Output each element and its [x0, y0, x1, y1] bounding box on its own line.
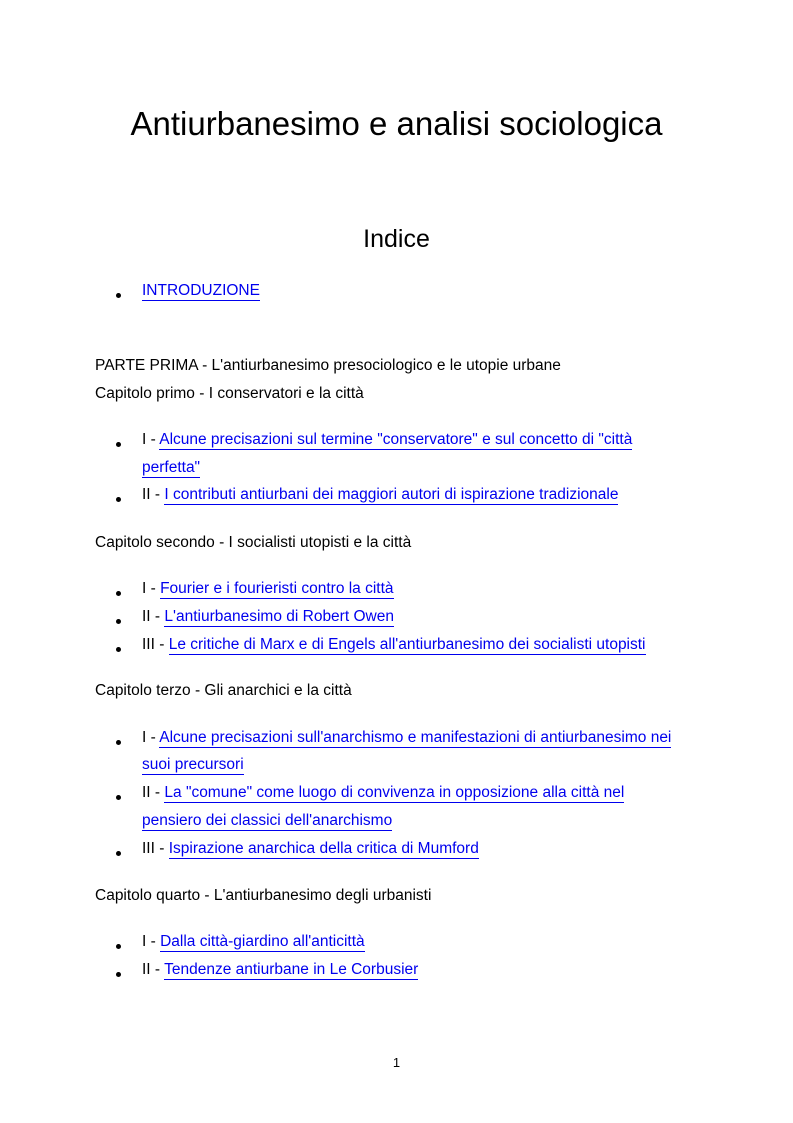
entry-prefix: I -: [142, 933, 161, 950]
toc-entry: [142, 579, 394, 599]
toc-entry: [142, 960, 418, 980]
toc-link[interactable]: Tendenze antiurbane in Le Corbusier: [164, 961, 419, 978]
toc-entry: [142, 783, 624, 803]
toc-entry: [142, 485, 618, 505]
toc-link[interactable]: Alcune precisazioni sull'anarchismo e manifestazioni di antiurbanesimo nei: [159, 729, 672, 746]
toc-link[interactable]: L'antiurbanesimo di Robert Owen: [164, 608, 394, 625]
toc-entry-continued: [142, 811, 392, 831]
toc-entry-continued: [142, 458, 200, 478]
entry-prefix: II -: [142, 961, 165, 978]
toc-link[interactable]: I contributi antiurbani dei maggiori autori di ispirazione tradizionale: [164, 486, 619, 503]
toc-entry: [142, 839, 479, 859]
bullet-icon: [116, 619, 121, 624]
toc-link[interactable]: suoi precursori: [142, 756, 244, 773]
bullet-icon: [116, 442, 121, 447]
part-heading: PARTE PRIMA - L'antiurbanesimo presociologico e le utopie urbane: [95, 357, 561, 374]
bullet-icon: [116, 740, 121, 745]
toc-link[interactable]: perfetta": [142, 459, 201, 476]
toc-entry: [142, 635, 646, 655]
entry-prefix: I -: [142, 431, 160, 448]
bullet-icon: [116, 591, 121, 596]
chapter-heading-2: Capitolo secondo - I socialisti utopisti e la città: [95, 534, 412, 551]
entry-prefix: I -: [142, 729, 160, 746]
toc-entry-continued: [142, 755, 244, 775]
chapter-heading-3: Capitolo terzo - Gli anarchici e la città: [95, 682, 352, 699]
toc-link[interactable]: pensiero dei classici dell'anarchismo: [142, 812, 393, 829]
bullet-icon: [116, 293, 121, 298]
toc-link[interactable]: Fourier e i fourieristi contro la città: [160, 580, 394, 597]
toc-link[interactable]: Alcune precisazioni sul termine "conservatore" e sul concetto di "città: [159, 431, 633, 448]
bullet-icon: [116, 647, 121, 652]
toc-link[interactable]: Le critiche di Marx e di Engels all'antiurbanesimo dei socialisti utopisti: [168, 636, 646, 653]
toc-link[interactable]: Dalla città-giardino all'anticittà: [160, 933, 365, 950]
bullet-icon: [116, 497, 121, 502]
toc-entry: [142, 728, 671, 748]
toc-entry-introduzione: [142, 281, 260, 301]
page-number: 1: [392, 1055, 401, 1070]
toc-link[interactable]: La "comune" come luogo di convivenza in opposizione alla città nel: [164, 784, 625, 801]
chapter-heading-1: Capitolo primo - I conservatori e la città: [95, 385, 364, 402]
entry-prefix: II -: [142, 784, 165, 801]
bullet-icon: [116, 944, 121, 949]
bullet-icon: [116, 795, 121, 800]
entry-prefix: III -: [142, 840, 169, 857]
toc-link[interactable]: Ispirazione anarchica della critica di Mumford: [168, 840, 479, 857]
entry-prefix: III -: [142, 636, 169, 653]
bullet-icon: [116, 851, 121, 856]
entry-prefix: I -: [142, 580, 161, 597]
chapter-heading-4: Capitolo quarto - L'antiurbanesimo degli urbanisti: [95, 887, 432, 904]
document-title: Antiurbanesimo e analisi sociologica: [130, 105, 663, 142]
bullet-icon: [116, 972, 121, 977]
index-heading: Indice: [363, 225, 430, 253]
entry-prefix: II -: [142, 608, 165, 625]
toc-entry: [142, 430, 632, 450]
toc-entry: [142, 932, 365, 952]
link-introduzione[interactable]: INTRODUZIONE: [142, 282, 260, 299]
entry-prefix: II -: [142, 486, 165, 503]
toc-entry: [142, 607, 394, 627]
